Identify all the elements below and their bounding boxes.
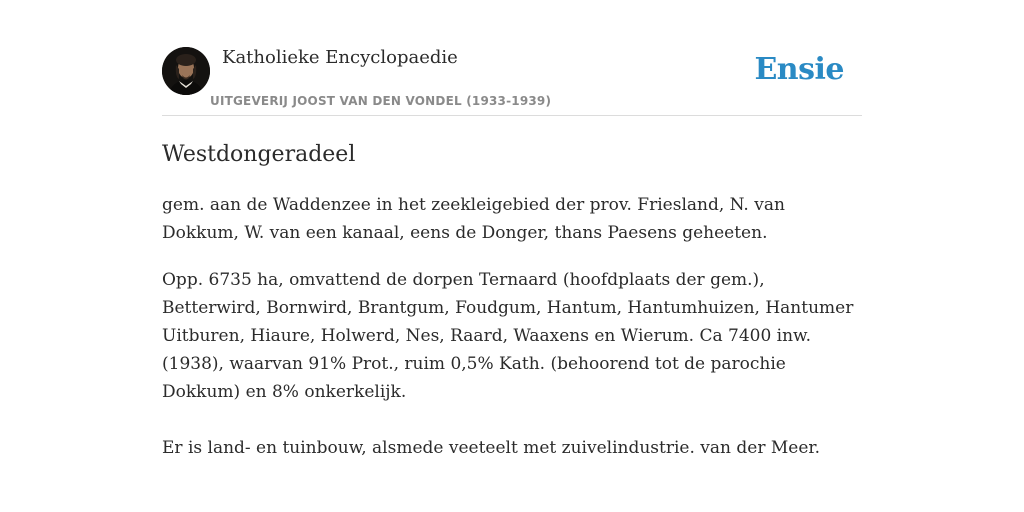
article-paragraph: Opp. 6735 ha, omvattend de dorpen Ternaard (hoofdplaats der gem.), Betterwird, Bornwird, Brantgum, Foudgum, Hantum, Hantumhuizen, Hantumer Uitburen, Hiaure, Holwerd, Nes, Raard, Waaxens en Wierum. Ca 7400 inw. (1938), waarvan 91% Prot., ruim 0,5% Kath. (behoorend tot de parochie Dokkum) en 8% onkerkelijk. — [162, 270, 854, 402]
article-card — [162, 44, 862, 462]
portrait-avatar-icon — [162, 47, 210, 95]
publisher-subtitle: UITGEVERIJ JOOST VAN DEN VONDEL (1933-1939) — [210, 94, 552, 108]
article-paragraph: gem. aan de Waddenzee in het zeekleigebied der prov. Friesland, N. van Dokkum, W. van een kanaal, eens de Donger, thans Paesens geheeten. — [162, 195, 785, 243]
article-paragraph: Er is land- en tuinbouw, alsmede veeteelt met zuivelindustrie. van der Meer. — [162, 438, 821, 458]
article-title: Westdongeradeel — [162, 142, 356, 167]
header — [162, 44, 862, 116]
ensie-logo[interactable]: Ensie — [754, 52, 844, 87]
publication-name[interactable]: Katholieke Encyclopaedie — [222, 47, 458, 68]
